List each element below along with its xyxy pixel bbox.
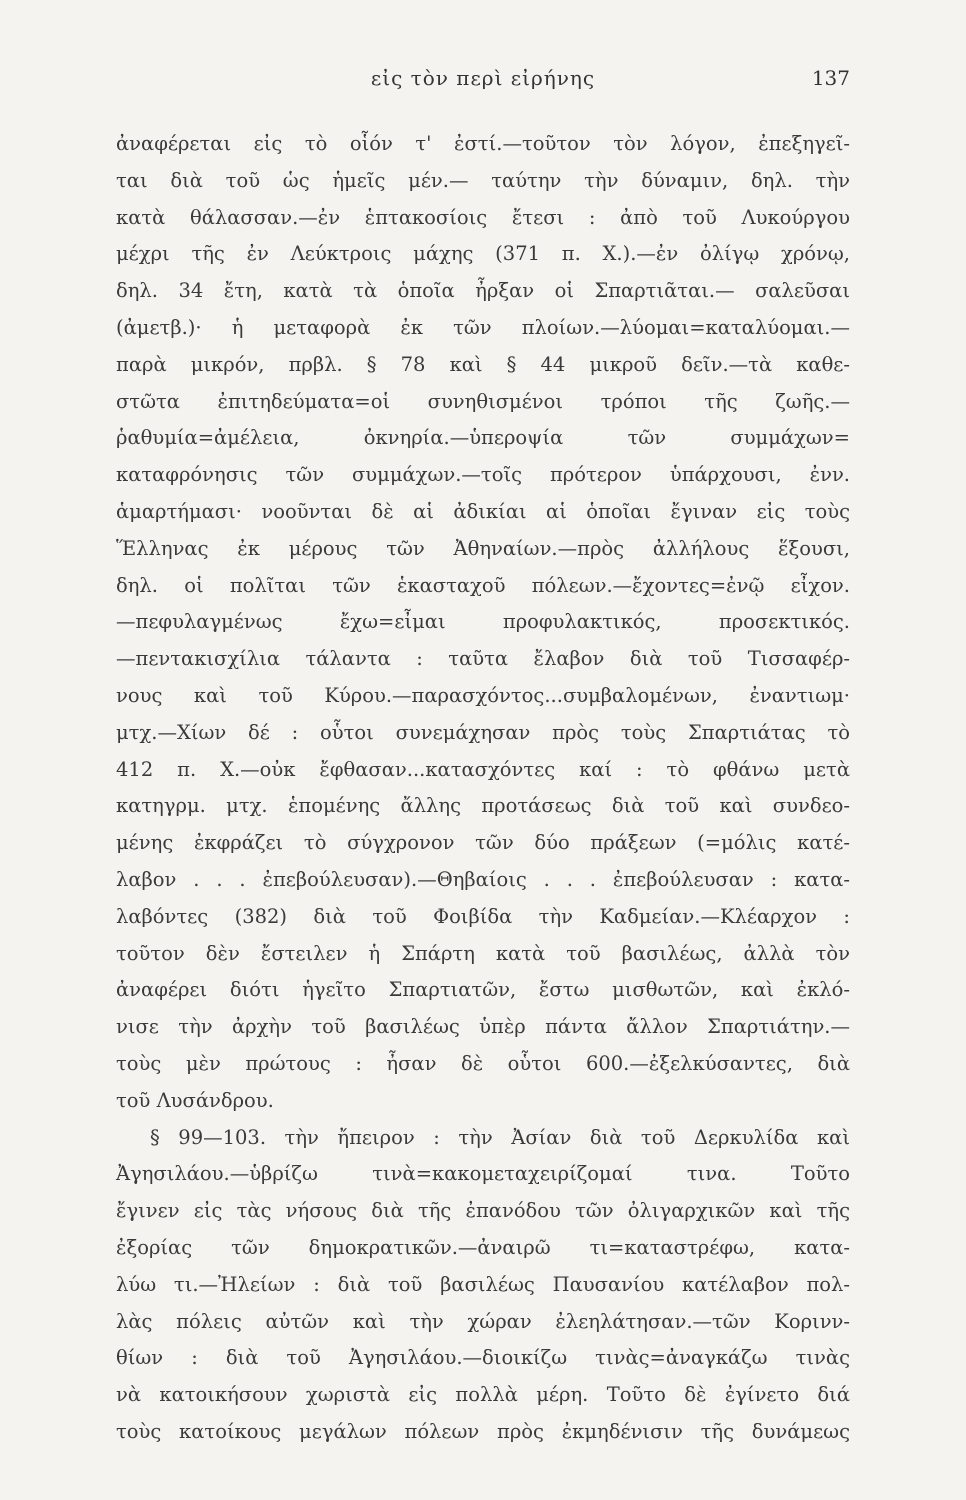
page-number: 137 (811, 66, 850, 90)
page-header (116, 66, 850, 96)
text-line: ἐξορίας τῶν δημοκρατικῶν.—ἀναιρῶ τι=καταστρέφω, κατα- (116, 1235, 850, 1259)
text-line: λαβον . . . ἐπεβούλευσαν).—Θηβαίοις . . . ἐπεβούλευσαν : κατα- (116, 867, 850, 891)
text-line: (ἀμετβ.)· ἡ μεταφορὰ ἐκ τῶν πλοίων.—λύομαι=καταλύομαι.— (116, 315, 850, 339)
text-line: παρὰ μικρόν, πρβλ. § 78 καὶ § 44 μικροῦ δεῖν.—τὰ καθε- (116, 352, 850, 376)
text-line: καταφρόνησις τῶν συμμάχων.—τοῖς πρότερον ὑπάρχουσι, ἐνν. (116, 463, 850, 487)
text-line: ἀναφέρει διότι ἡγεῖτο Σπαρτιατῶν, ἔστω μισθωτῶν, καὶ ἐκλό- (116, 978, 850, 1002)
text-line: κατὰ θάλασσαν.—ἐν ἑπτακοσίοις ἔτεσι : ἀπὸ τοῦ Λυκούργου (116, 205, 850, 229)
text-line: τοῦτον δὲν ἔστειλεν ἡ Σπάρτη κατὰ τοῦ βασιλέως, ἀλλὰ τὸν (116, 941, 850, 965)
text-line: ται διὰ τοῦ ὡς ἡμεῖς μέν.— ταύτην τὴν δύναμιν, δηλ. τὴν (116, 168, 850, 192)
text-line: νισε τὴν ἀρχὴν τοῦ βασιλέως ὑπὲρ πάντα ἄλλον Σπαρτιάτην.— (116, 1015, 850, 1039)
text-line: τοὺς μὲν πρώτους : ἦσαν δὲ οὗτοι 600.—ἐξελκύσαντες, διὰ (116, 1051, 850, 1075)
text-line: λύω τι.—Ἠλείων : διὰ τοῦ βασιλέως Παυσανίου κατέλαβον πολ- (116, 1272, 850, 1296)
page-body (116, 126, 850, 1451)
text-line: Ἀγησιλάου.—ὑβρίζω τινὰ=κακομεταχειρίζομαί τινα. Τοῦτο (116, 1162, 850, 1186)
running-title: εἰς τὸν περὶ εἰρήνης (370, 66, 596, 90)
text-line: δηλ. οἱ πολῖται τῶν ἑκασταχοῦ πόλεων.—ἔχοντες=ἐνῷ εἶχον. (116, 573, 850, 597)
text-line: μτχ.—Χίων δέ : οὗτοι συνεμάχησαν πρὸς τοὺς Σπαρτιάτας τὸ (116, 720, 850, 744)
text-line: —πεντακισχίλια τάλαντα : ταῦτα ἔλαβον διὰ τοῦ Τισσαφέρ- (116, 647, 850, 671)
text-line: τοὺς κατοίκους μεγάλων πόλεων πρὸς ἐκμηδένισιν τῆς δυνάμεως (116, 1419, 850, 1443)
text-line: μένης ἐκφράζει τὸ σύγχρονον τῶν δύο πράξεων (=μόλις κατέ- (116, 831, 850, 855)
text-line: § 99—103. τὴν ἤπειρον : τὴν Ἀσίαν διὰ τοῦ Δερκυλίδα καὶ (150, 1125, 850, 1149)
text-line: λὰς πόλεις αὐτῶν καὶ τὴν χώραν ἐλεηλάτησαν.—τῶν Κορινν- (116, 1309, 850, 1333)
text-line: θίων : διὰ τοῦ Ἀγησιλάου.—διοικίζω τινὰς=ἀναγκάζω τινὰς (116, 1346, 850, 1370)
text-line: στῶτα ἐπιτηδεύματα=οἱ συνηθισμένοι τρόποι τῆς ζωῆς.— (116, 389, 850, 413)
text-line: ἁμαρτήμασι· νοοῦνται δὲ αἱ ἀδικίαι αἱ ὁποῖαι ἔγιναν εἰς τοὺς (116, 499, 850, 523)
text-line: νὰ κατοικήσουν χωριστὰ εἰς πολλὰ μέρη. Τοῦτο δὲ ἐγίνετο διά (116, 1383, 850, 1407)
text-line: κατηγρμ. μτχ. ἑπομένης ἄλλης προτάσεως διὰ τοῦ καὶ συνδεο- (116, 794, 850, 818)
text-line: δηλ. 34 ἔτη, κατὰ τὰ ὁποῖα ἦρξαν οἱ Σπαρτιᾶται.— σαλεῦσαι (116, 279, 850, 303)
text-line: 412 π. Χ.—οὐκ ἔφθασαν...κατασχόντες καί : τὸ φθάνω μετὰ (116, 757, 850, 781)
text-line: —πεφυλαγμένως ἔχω=εἶμαι προφυλακτικός, προσεκτικός. (116, 610, 850, 634)
text-line: τοῦ Λυσάνδρου. (116, 1088, 274, 1112)
text-line: ῥαθυμία=ἀμέλεια, ὀκνηρία.—ὑπεροψία τῶν συμμάχων= (116, 426, 850, 450)
text-line: μέχρι τῆς ἐν Λεύκτροις μάχης (371 π. Χ.).—ἐν ὀλίγῳ χρόνῳ, (116, 242, 850, 266)
text-line: νους καὶ τοῦ Κύρου.—παρασχόντος...συμβαλομένων, ἐναντιωμ· (116, 683, 850, 707)
text-line: ἔγινεν εἰς τὰς νήσους διὰ τῆς ἐπανόδου τῶν ὀλιγαρχικῶν καὶ τῆς (116, 1199, 850, 1223)
text-line: Ἕλληνας ἐκ μέρους τῶν Ἀθηναίων.—πρὸς ἀλλήλους ἕξουσι, (116, 536, 850, 560)
text-line: ἀναφέρεται εἰς τὸ οἷόν τ' ἐστί.—τοῦτον τὸν λόγον, ἐπεξηγεῖ- (116, 132, 850, 155)
text-line: λαβόντες (382) διὰ τοῦ Φοιβίδα τὴν Καδμείαν.—Κλέαρχον : (116, 904, 850, 928)
